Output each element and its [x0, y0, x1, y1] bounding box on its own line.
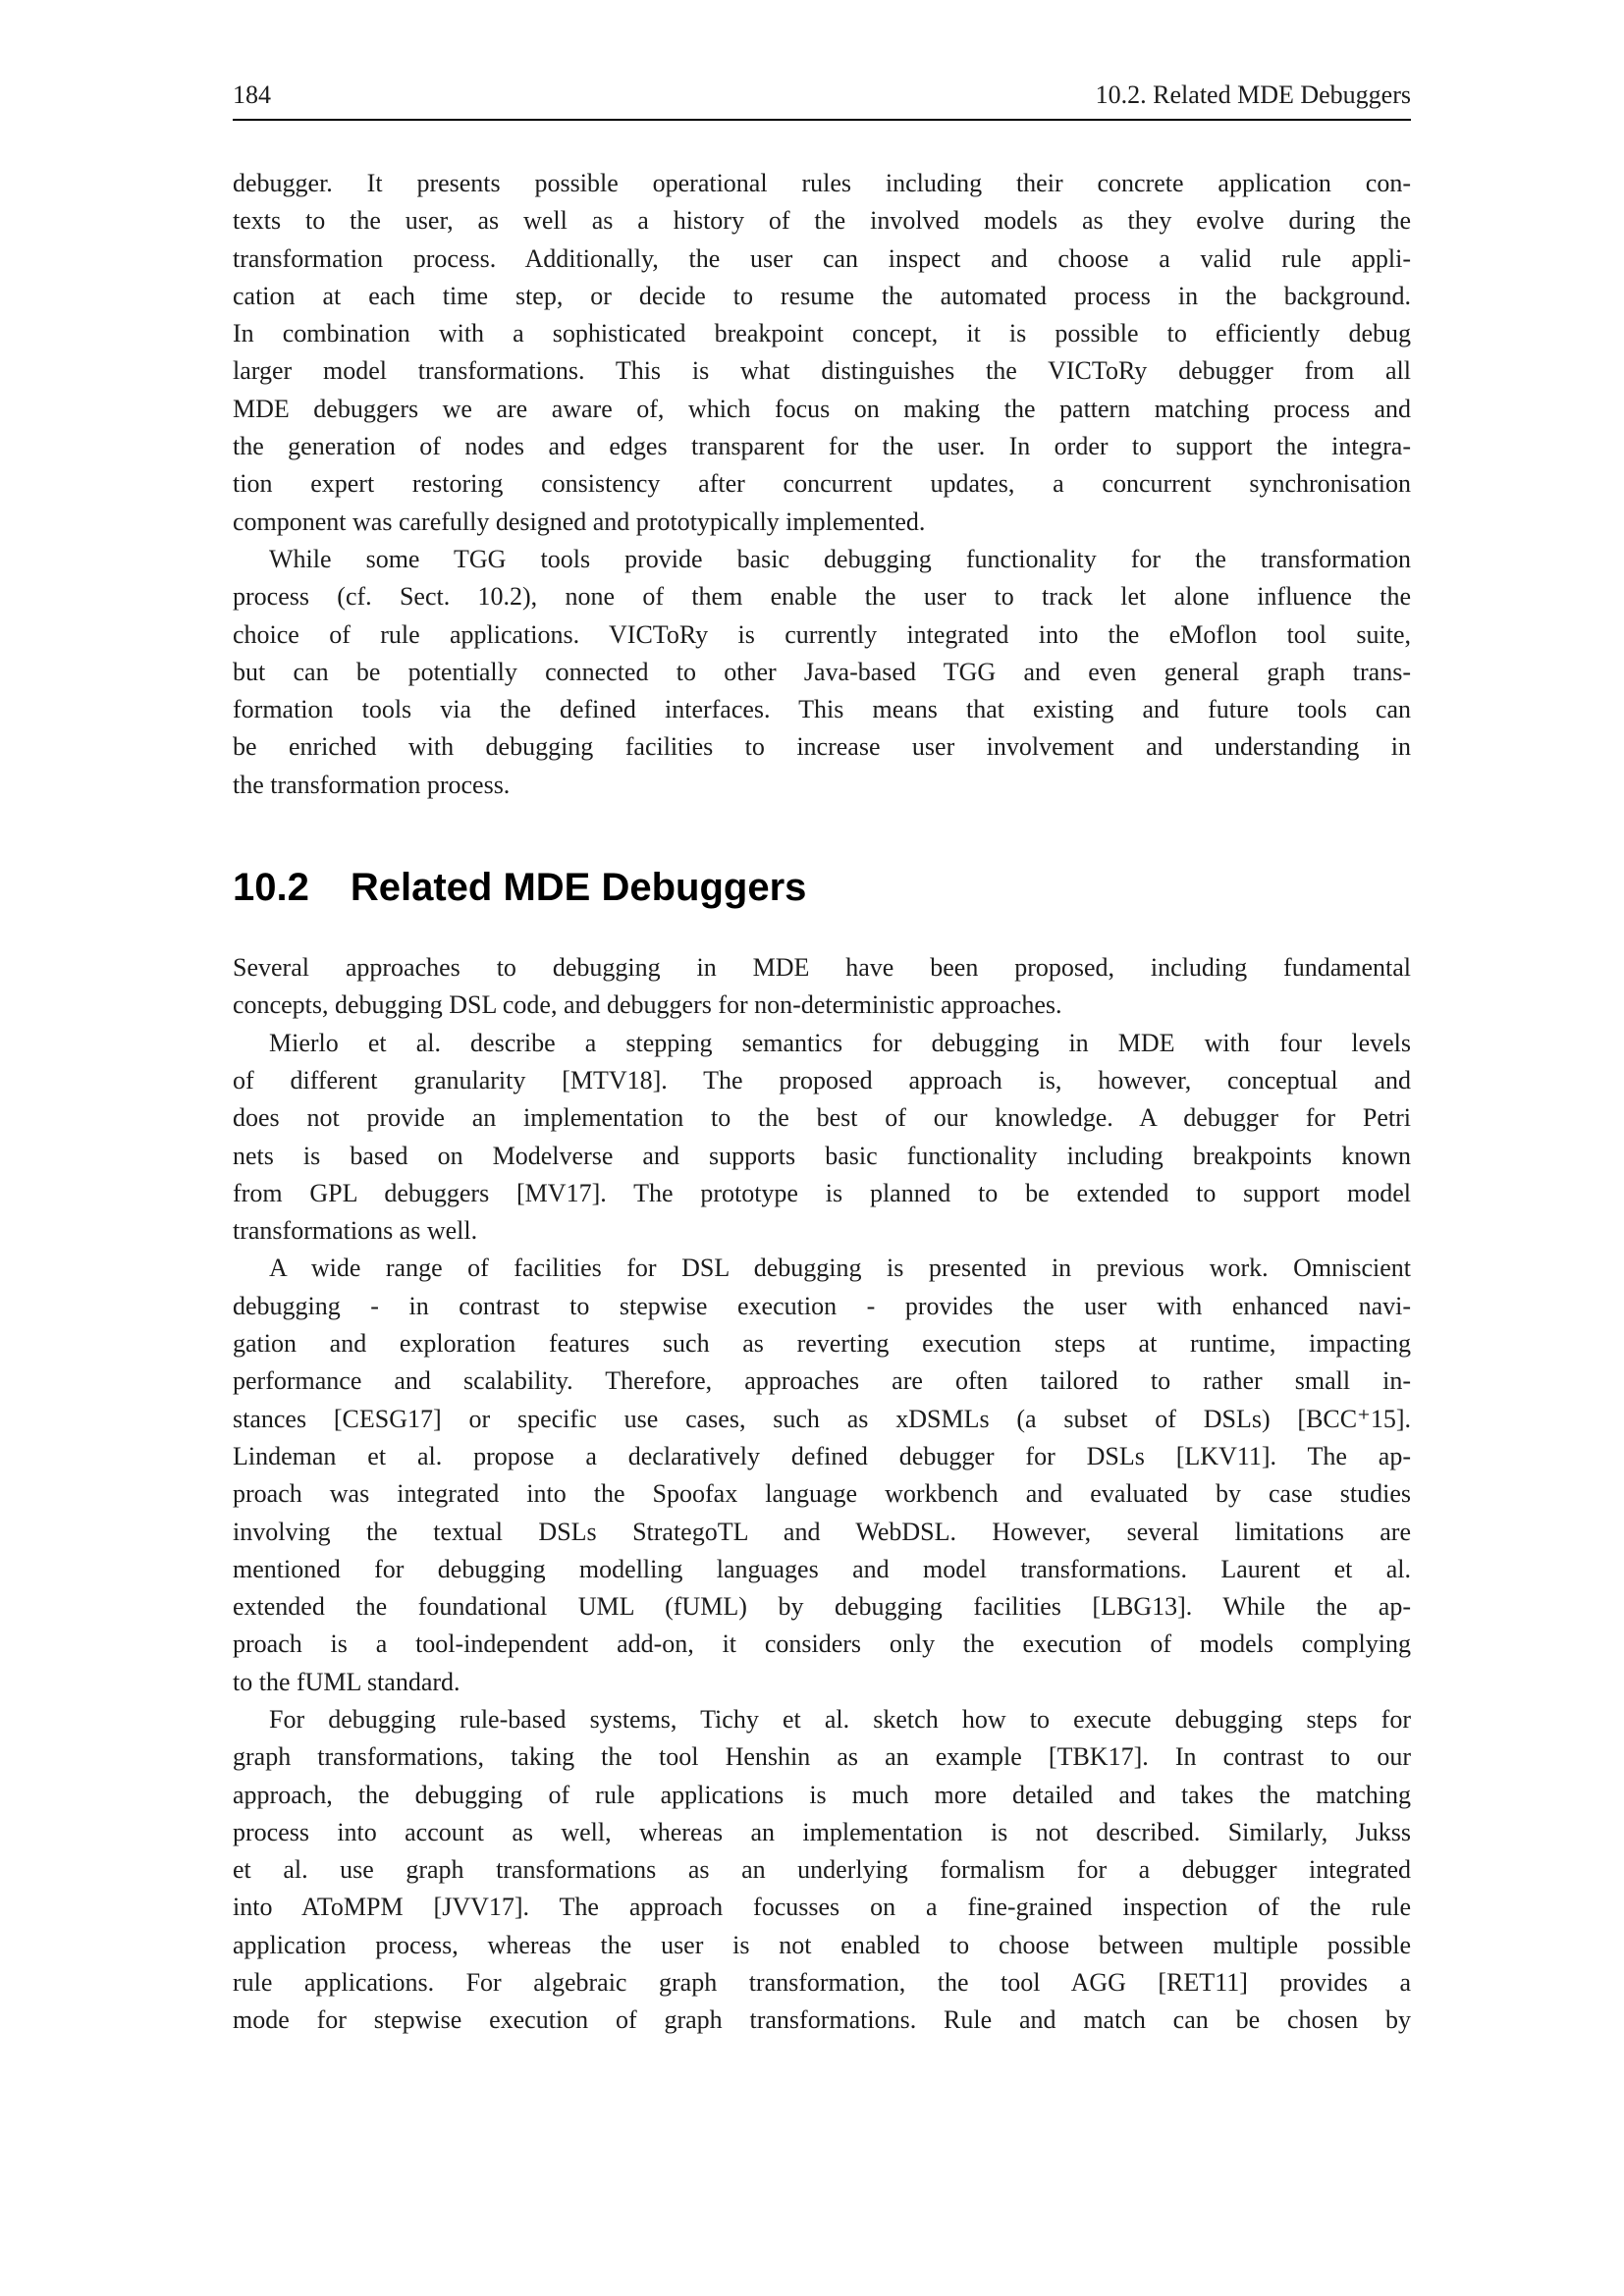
- page-number: 184: [233, 80, 271, 109]
- paragraph-line: proach was integrated into the Spoofax language workbench and evaluated by case studies: [233, 1479, 1411, 1509]
- paragraph-line: transformations as well.: [233, 1216, 478, 1246]
- paragraph-line: choice of rule applications. VICToRy is currently integrated into the eMoflon tool suite,: [233, 619, 1411, 649]
- paragraph-line: In combination with a sophisticated breakpoint concept, it is possible to efficiently debug: [233, 319, 1411, 348]
- paragraph-line: graph transformations, taking the tool Henshin as an example [TBK17]. In contrast to our: [233, 1742, 1411, 1772]
- paragraph-line: the generation of nodes and edges transparent for the user. In order to support the integra-: [233, 432, 1411, 461]
- paragraph-line: involving the textual DSLs StrategoTL and WebDSL. However, several limitations are: [233, 1517, 1411, 1546]
- paragraph-line: process (cf. Sect. 10.2), none of them enable the user to track let alone influence the: [233, 582, 1411, 612]
- paragraph-line: For debugging rule-based systems, Tichy et al. sketch how to execute debugging steps for: [269, 1704, 1411, 1734]
- paragraph-line: mode for stepwise execution of graph transformations. Rule and match can be chosen by: [233, 2005, 1411, 2035]
- paragraph-line: into AToMPM [JVV17]. The approach focusses on a fine-grained inspection of the rule: [233, 1893, 1411, 1922]
- paragraph: [233, 949, 1411, 1025]
- paragraph-line: the transformation process.: [233, 770, 511, 799]
- header-rule: [233, 119, 1411, 121]
- paragraph-line: Lindeman et al. propose a declaratively defined debugger for DSLs [LKV11]. The ap-: [233, 1441, 1411, 1470]
- paragraph-line: process into account as well, whereas an implementation is not described. Similarly, Jukss: [233, 1817, 1411, 1846]
- paragraph-line: be enriched with debugging facilities to increase user involvement and understanding in: [233, 732, 1411, 762]
- paragraph-line: debugger. It presents possible operational rules including their concrete application con-: [233, 169, 1411, 197]
- paragraph-line: Several approaches to debugging in MDE have been proposed, including fundamental: [233, 953, 1411, 983]
- paragraph: [233, 165, 1411, 541]
- paragraph-line: proach is a tool-independent add-on, it considers only the execution of models complying: [233, 1629, 1411, 1659]
- paragraph-line: Mierlo et al. describe a stepping semantics for debugging in MDE with four levels: [269, 1028, 1411, 1057]
- paragraph-line: rule applications. For algebraic graph transformation, the tool AGG [RET11] provides a: [233, 1968, 1411, 1998]
- paragraph-line: texts to the user, as well as a history of the involved models as they evolve during the: [233, 206, 1411, 236]
- paragraph-line: from GPL debuggers [MV17]. The prototype is planned to be extended to support model: [233, 1178, 1411, 1207]
- paragraph-line: transformation process. Additionally, the user can inspect and choose a valid rule appli-: [233, 243, 1411, 273]
- paragraph-line: cation at each time step, or decide to resume the automated process in the background.: [233, 281, 1411, 310]
- paragraph-line: application process, whereas the user is not enabled to choose between multiple possible: [233, 1930, 1411, 1959]
- section-title: Related MDE Debuggers: [350, 866, 807, 910]
- paragraph-line: of different granularity [MTV18]. The proposed approach is, however, conceptual and: [233, 1065, 1411, 1095]
- paragraph-line: component was carefully designed and prototypically implemented.: [233, 507, 926, 536]
- paragraph-line: does not provide an implementation to the best of our knowledge. A debugger for Petri: [233, 1103, 1411, 1133]
- paragraph-line: mentioned for debugging modelling languages and model transformations. Laurent et al.: [233, 1554, 1411, 1583]
- paragraph-line: stances [CESG17] or specific use cases, such as xDSMLs (a subset of DSLs) [BCC⁺15].: [233, 1404, 1411, 1433]
- paragraph-line: A wide range of facilities for DSL debugging is presented in previous work. Omniscient: [269, 1254, 1411, 1283]
- running-header: 10.2. Related MDE Debuggers: [1095, 80, 1411, 109]
- paragraph-line: formation tools via the defined interfaces. This means that existing and future tools can: [233, 695, 1411, 724]
- paragraph-line: extended the foundational UML (fUML) by debugging facilities [LBG13]. While the ap-: [233, 1592, 1411, 1622]
- paragraph-line: gation and exploration features such as reverting execution steps at runtime, impacting: [233, 1329, 1411, 1359]
- paragraph-line: tion expert restoring consistency after concurrent updates, a concurrent synchronisation: [233, 469, 1411, 499]
- section-number: 10.2: [233, 866, 309, 910]
- paragraph: [233, 1025, 1411, 1251]
- paragraph-line: nets is based on Modelverse and supports basic functionality including breakpoints known: [233, 1141, 1411, 1170]
- paragraph-line: performance and scalability. Therefore, approaches are often tailored to rather small in-: [233, 1366, 1411, 1396]
- paragraph-line: While some TGG tools provide basic debugging functionality for the transformation: [269, 544, 1411, 573]
- page-header: [233, 80, 1411, 110]
- paragraph-line: debugging - in contrast to stepwise execution - provides the user with enhanced navi-: [233, 1291, 1411, 1320]
- paragraph-line: et al. use graph transformations as an underlying formalism for a debugger integrated: [233, 1855, 1411, 1885]
- paragraph-line: concepts, debugging DSL code, and debuggers for non-deterministic approaches.: [233, 990, 1062, 1020]
- paragraph-line: MDE debuggers we are aware of, which focus on making the pattern matching process and: [233, 394, 1411, 423]
- paragraph-line: larger model transformations. This is what distinguishes the VICToRy debugger from all: [233, 356, 1411, 386]
- paragraph: [233, 1701, 1411, 2040]
- paragraph-line: to the fUML standard.: [233, 1667, 460, 1696]
- page-body: [233, 165, 1411, 2040]
- paragraph-line: but can be potentially connected to other Java-based TGG and even general graph trans-: [233, 657, 1411, 686]
- section-heading: [233, 865, 1411, 910]
- paragraph: [233, 541, 1411, 804]
- paragraph-line: approach, the debugging of rule applications is much more detailed and takes the matching: [233, 1780, 1411, 1809]
- paragraph: [233, 1250, 1411, 1701]
